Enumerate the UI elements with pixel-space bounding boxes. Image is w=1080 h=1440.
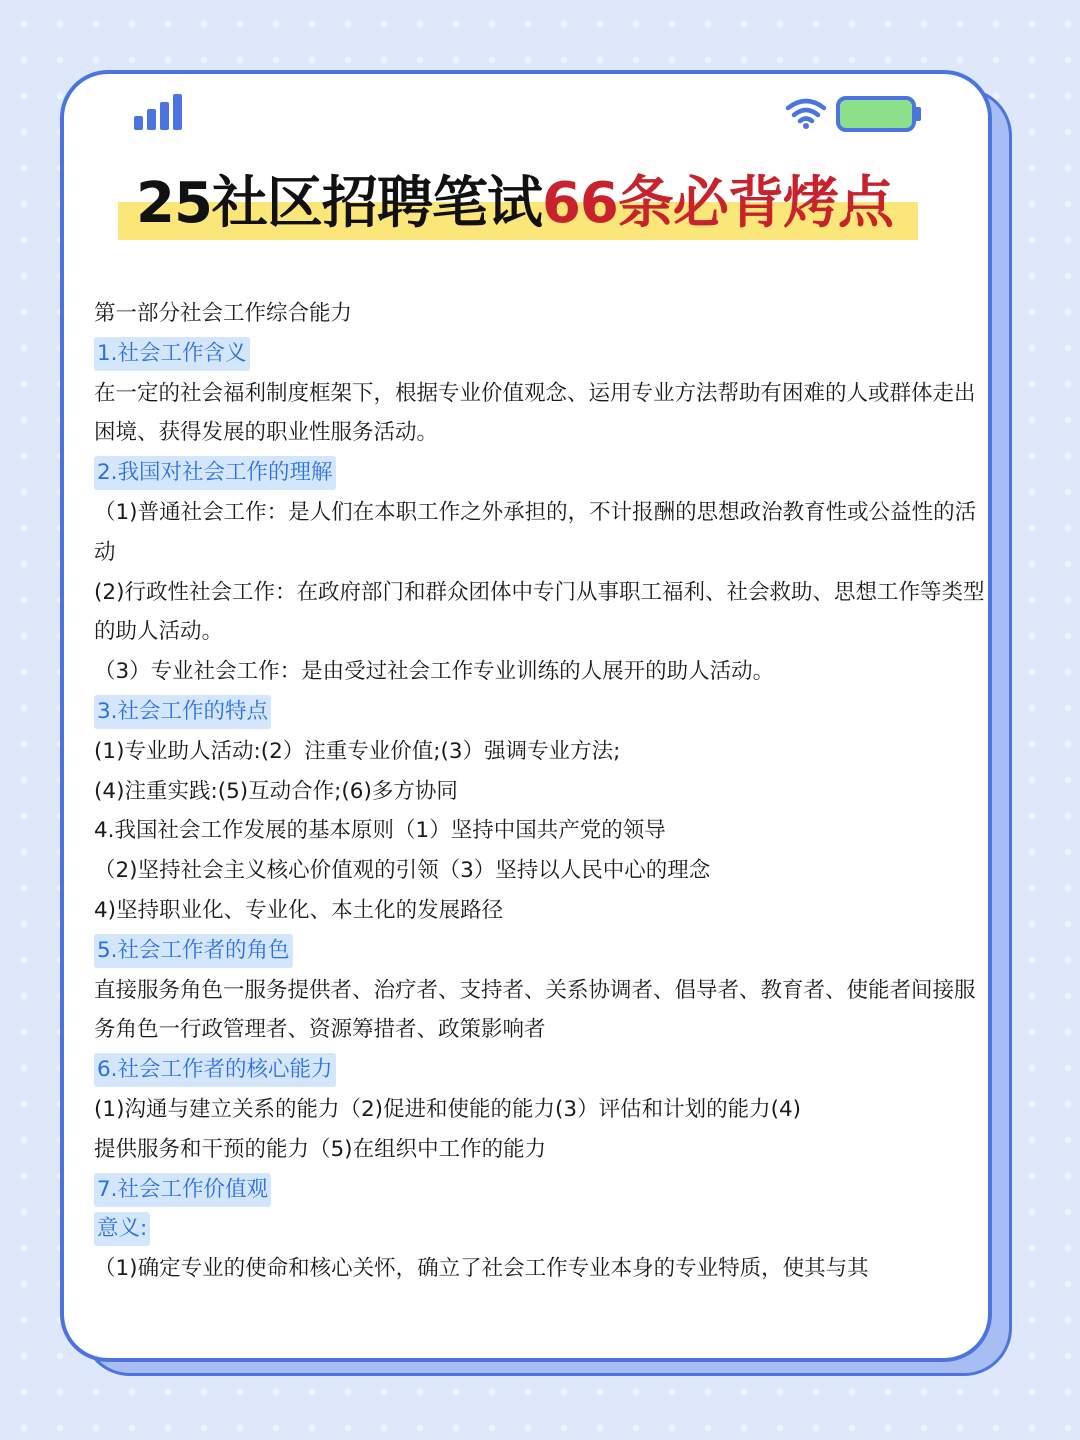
heading-1: 1.社会工作含义	[94, 337, 250, 371]
wifi-icon	[784, 96, 828, 130]
paragraph-4c: 4)坚持职业化、专业化、本土化的发展路径	[94, 897, 504, 923]
heading-5: 5.社会工作者的角色	[94, 934, 293, 968]
paragraph-3b: (4)注重实践:(5)互动合作;(6)多方协同	[94, 778, 458, 804]
title-part-2: 66条必背烤点	[541, 171, 893, 236]
battery-icon	[836, 96, 924, 132]
heading-7-sub: 意义:	[94, 1212, 150, 1246]
paragraph-7: （1)确定专业的使命和核心关怀，确立了社会工作专业本身的专业特质，使其与其	[94, 1256, 869, 1282]
paragraph-1: 在一定的社会福利制度框架下，根据专业价值观念、运用专业方法帮助有困难的人或群体走出困境、获得发展的职业性服务活动。	[94, 380, 976, 446]
paragraph-4a: 4.我国社会工作发展的基本原则（1）坚持中国共产党的领导	[94, 818, 666, 844]
page-title	[136, 166, 893, 242]
heading-6: 6.社会工作者的核心能力	[94, 1053, 336, 1087]
paragraph-6b: 提供服务和干预的能力（5)在组织中工作的能力	[94, 1136, 547, 1162]
paragraph-6a: (1)沟通与建立关系的能力（2)促进和使能的能力(3）评估和计划的能力(4)	[94, 1096, 802, 1122]
title-part-1: 25社区招聘笔试	[136, 171, 542, 236]
paragraph-2a: （1)普通社会工作：是人们在本职工作之外承担的，不计报酬的思想政治教育性或公益性的活动	[94, 499, 977, 565]
heading-3: 3.社会工作的特点	[94, 695, 271, 729]
paragraph-3a: (1)专业助人活动:(2）注重专业价值;(3）强调专业方法;	[94, 738, 621, 764]
heading-7: 7.社会工作价值观	[94, 1173, 271, 1207]
signal-bars-icon	[134, 92, 184, 130]
heading-2: 2.我国对社会工作的理解	[94, 456, 336, 490]
paragraph-2c: （3）专业社会工作：是由受过社会工作专业训练的人展开的助人活动。	[94, 659, 775, 685]
paragraph-5: 直接服务角色一服务提供者、治疗者、支持者、关系协调者、倡导者、教育者、使能者间接服务角色一行政管理者、资源筹措者、政策影响者	[94, 977, 976, 1043]
section-title: 第一部分社会工作综合能力	[94, 301, 353, 326]
document-body	[94, 294, 990, 1289]
title-block	[118, 166, 920, 242]
paragraph-2b: (2)行政性社会工作：在政府部门和群众团体中专门从事职工福利、社会救助、思想工作等类型的助人活动。	[94, 579, 985, 645]
paragraph-4b: （2)坚持社会主义核心价值观的引领（3）坚持以人民中心的理念	[94, 858, 711, 884]
